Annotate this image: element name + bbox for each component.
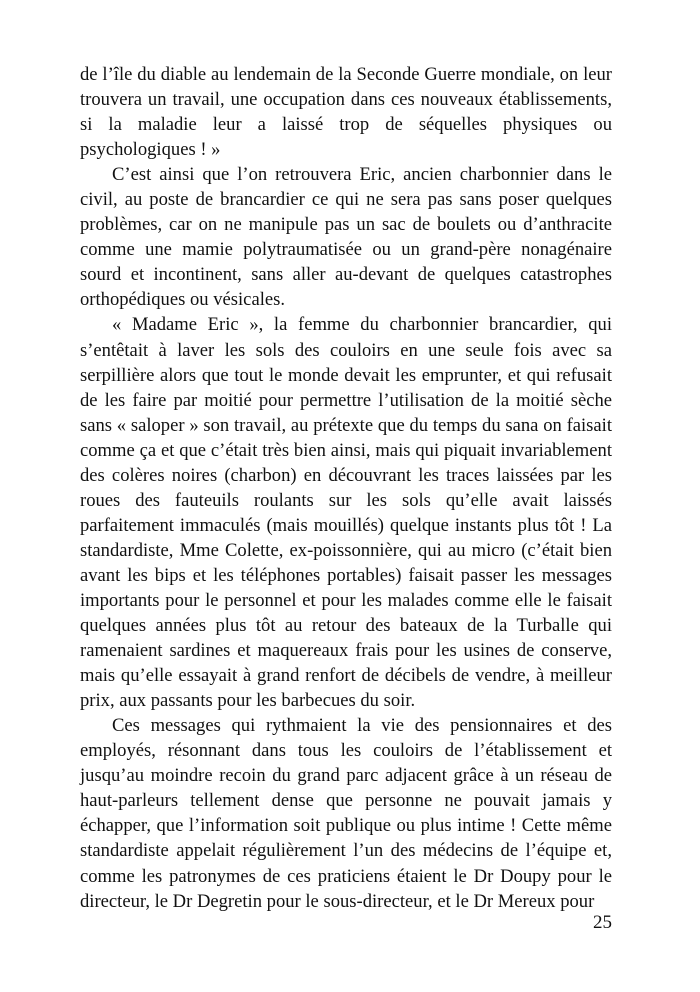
page-number: 25 — [593, 912, 612, 933]
paragraph-messages: Ces messages qui rythmaient la vie des pensionnaires et des employés, résonnant dans tous les couloirs de l’établissement et jusqu’au moindre recoin du grand parc adjacent grâce à un réseau de haut-parleurs tellement dense que personne ne pouvait jamais y échapper, que l’information soit publique ou plus intime ! Cette même standardiste appelait régulièrement l’un des médecins de l’équipe et, comme les patronymes de ces praticiens étaient le Dr Doupy pour le directeur, le Dr Degretin pour le sous-directeur, et le Dr Mereux pour — [80, 715, 612, 912]
paragraph-eric: C’est ainsi que l’on retrouvera Eric, ancien charbonnier dans le civil, au poste de brancardier ce qui ne sera pas sans poser quelques problèmes, car on ne manipule pas un sac de boulets ou d’anthracite comme une mamie polytraumatisée ou un grand-père nonagénaire sourd et incontinent, sans aller au-devant de quelques catastrophes orthopédiques ou vésicales. — [80, 164, 612, 311]
book-page-text — [80, 62, 612, 914]
paragraph-madame-eric: « Madame Eric », la femme du charbonnier brancardier, qui s’entêtait à laver les sols des couloirs en une seule fois avec sa serpillière alors que tout le monde devait les emprunter, et qui refusait de les faire par moitié pour permettre l’utilisation de la moitié sèche sans « saloper » son travail, au prétexte que du temps du sana on faisait comme ça et que c’était très bien ainsi, mais qui piquait invariablement des colères noires (charbon) en découvrant les traces laissées par les roues des fauteuils roulants sur les sols qu’elle avait laissés parfaitement immaculés (mais mouillés) quelque instants plus tôt ! La standardiste, Mme Colette, ex-poissonnière, qui au micro (c’était bien avant les bips et les téléphones portables) faisait passer les messages importants pour le personnel et pour les malades comme elle le faisait quelques années plus tôt au retour des bateaux de la Turballe qui ramenaient sardines et maquereaux frais pour les usines de conserve, mais qu’elle essayait à grand renfort de décibels de vendre, à meilleur prix, aux passants pour les barbecues du soir. — [80, 314, 612, 712]
paragraph-continuation: de l’île du diable au lendemain de la Seconde Guerre mondiale, on leur trouvera un travail, une occupation dans ces nouveaux établissements, si la maladie leur a laissé trop de séquelles physiques ou psychologiques ! » — [80, 64, 612, 161]
